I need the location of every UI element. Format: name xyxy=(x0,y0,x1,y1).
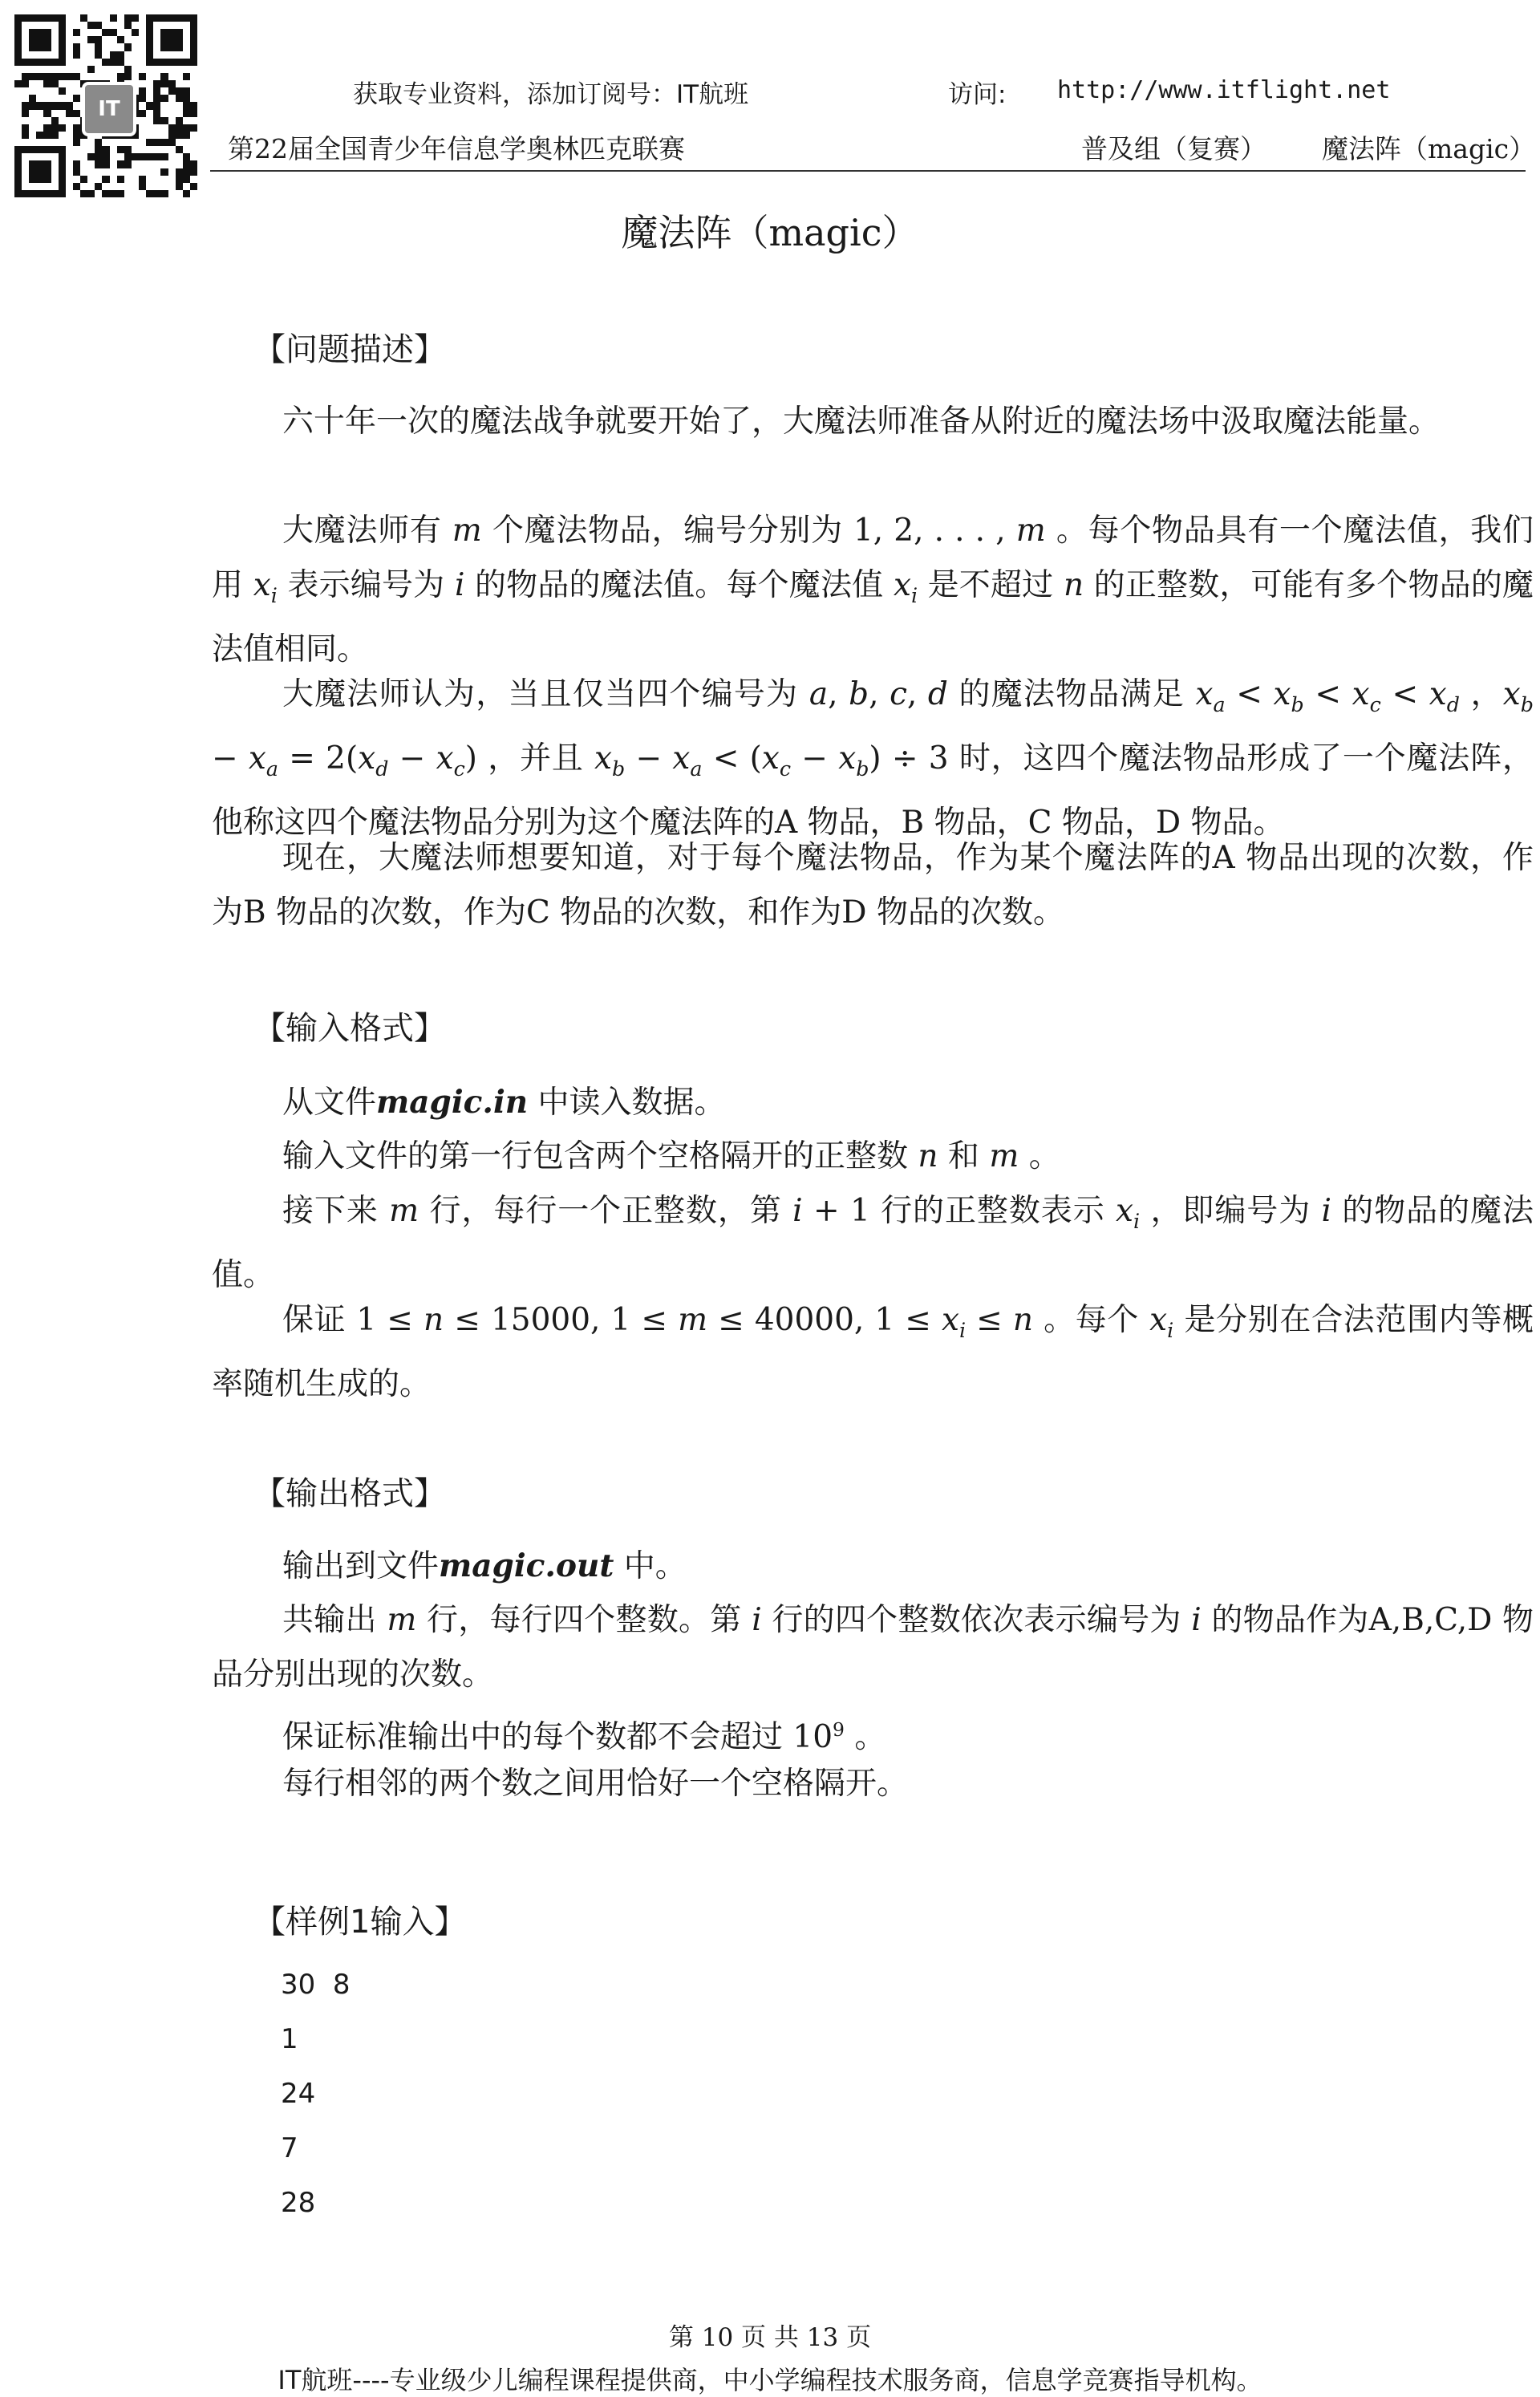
output-file-line xyxy=(212,1539,1534,1594)
output-line-3: 保证标准输出中的每个数都不会超过 $10^9$ 。 xyxy=(282,1718,886,1755)
qr-logo: IT xyxy=(82,82,136,136)
input-line-4: 保证 1 ≤ n ≤ 15000, 1 ≤ m ≤ 40000, $1 \le x_i \le n$ 。每个 $x_i$ 是分别在合法范围内等概率随机生成的。 xyxy=(212,1302,1534,1402)
sample1-line-1: 30 8 xyxy=(281,1969,351,2001)
section-heading-sample1: 【样例1输入】 xyxy=(253,1904,467,1941)
input-file-line xyxy=(212,1075,1534,1130)
page-number: 第 10 页 共 13 页 xyxy=(668,2323,872,2352)
sample1-line-4: 7 xyxy=(281,2132,298,2164)
visit-label: 访问: xyxy=(948,80,1007,109)
group-label: 普及组（复赛） xyxy=(1081,133,1266,164)
input-file-name: magic.in xyxy=(376,1084,529,1121)
input-file-prefix: 从文件 xyxy=(282,1085,377,1121)
description-paragraph-1: 六十年一次的魔法战争就要开始了，大魔法师准备从附近的魔法场中汲取魔法能量。 xyxy=(282,404,1441,440)
description-paragraph-4: 现在，大魔法师想要知道，对于每个魔法物品，作为某个魔法阵的A 物品出现的次数，作为B 物品的次数，作为C 物品的次数，和作为D 物品的次数。 xyxy=(212,840,1534,931)
description-paragraph-2: 大魔法师有 m 个魔法物品，编号分别为 1, 2, . . . , m 。每个物品具有一个魔法值，我们用 $x_i$ 表示编号为 i 的物品的魔法值。每个魔法值 $x_i$ 是不超过 n 的正整数，可能有多个物品的魔法值相同。 xyxy=(212,513,1534,667)
contest-name: 第22届全国青少年信息学奥林匹克联赛 xyxy=(228,133,685,164)
footer-ad: IT航班----专业级少儿编程课程提供商，中小学编程技术服务商，信息学竞赛指导机构。 xyxy=(278,2365,1262,2395)
input-line-3: 接下来 m 行，每行一个正整数，第 i + 1 行的正整数表示 $x_i$ ，即编号为 i 的物品的魔法值。 xyxy=(212,1193,1534,1293)
page-title: 魔法阵（magic） xyxy=(621,211,919,254)
description-paragraph-3: 大魔法师认为，当且仅当四个编号为 a, b, c, d 的魔法物品满足 $x_a < x_b < x_c < x_d$ ，$x_b - x_a = 2(x_d - x_c)$ ，并且 $x_b - x_a < (x_c - x_b) \div 3$ 时，这四个魔法物品形成了一个魔法阵，他称这四个魔法物品分别为这个魔法阵的A 物品，B 物品，C 物品，D 物品。 xyxy=(212,676,1534,841)
promo-text: 获取专业资料，添加订阅号：IT航班 xyxy=(353,80,749,109)
header-rule xyxy=(210,170,1526,172)
sample1-line-2: 1 xyxy=(281,2023,298,2055)
sample1-line-5: 28 xyxy=(281,2187,316,2219)
output-file-prefix: 输出到文件 xyxy=(282,1548,440,1584)
section-heading-output: 【输出格式】 xyxy=(253,1475,446,1512)
output-file-name: magic.out xyxy=(439,1547,614,1584)
input-file-suffix: 中读入数据。 xyxy=(528,1085,726,1121)
section-heading-input: 【输入格式】 xyxy=(253,1010,446,1047)
output-file-suffix: 中。 xyxy=(614,1548,687,1584)
section-heading-description: 【问题描述】 xyxy=(253,331,446,368)
output-line-4: 每行相邻的两个数之间用恰好一个空格隔开。 xyxy=(282,1766,909,1802)
output-line-2: 共输出 m 行，每行四个整数。第 i 行的四个整数依次表示编号为 i 的物品作为A,B,C,D 物品分别出现的次数。 xyxy=(212,1602,1534,1693)
qr-logo-wrap xyxy=(14,14,197,197)
site-url[interactable]: http://www.itflight.net xyxy=(1057,76,1391,104)
sample1-line-3: 24 xyxy=(281,2078,316,2110)
input-line-2: 输入文件的第一行包含两个空格隔开的正整数 n 和 m 。 xyxy=(282,1138,1060,1174)
header-problem-label: 魔法阵（magic） xyxy=(1322,133,1536,164)
